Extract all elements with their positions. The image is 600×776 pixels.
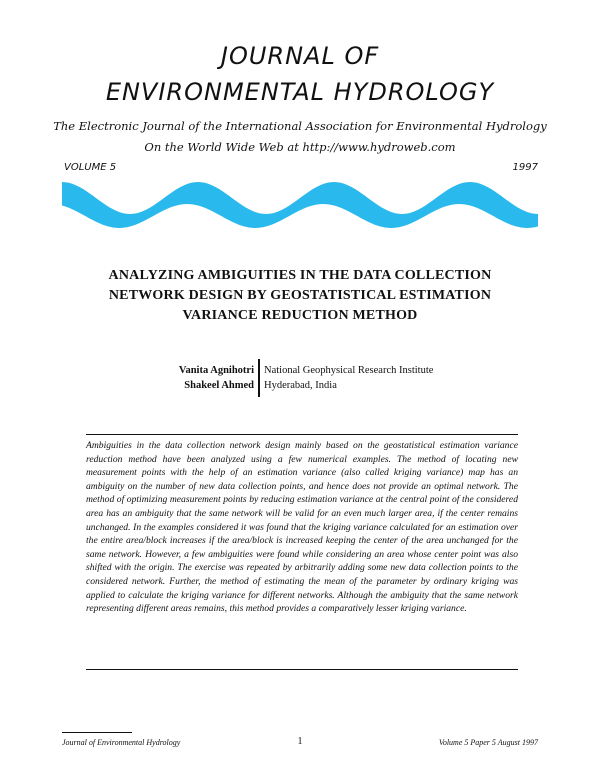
journal-title-line2: ENVIRONMENTAL HYDROLOGY: [105, 78, 495, 106]
author-names: [179, 363, 254, 393]
author-affiliation: [264, 363, 433, 393]
year-label: 1997: [512, 162, 538, 173]
footer-citation: Volume 5 Paper 5 August 1997: [438, 738, 538, 747]
page-number: 1: [297, 736, 303, 747]
abstract-top-rule: [86, 434, 518, 435]
author-name: Shakeel Ahmed: [184, 380, 254, 391]
abstract-text: Ambiguities in the data collection network design mainly based on the geostatistical estimation variance reduction method have been analyzed using a few numerical examples. The method of locating new measurement points with the help of an estimation variance (also called kriging variance) map has an ambiguity on the number of new data collection points, and hence does not provide an optimal network. The method of optimizing measurement points by reducing estimation variance at the central point of the considered area has an ambiguity that the same network will be valid for an even much larger area, if the center remains unchanged. In the examples considered it was found that the kriging variance calculated for an estimation over the entire area/block increases if the area/block is increased keeping the center of the area unchanged for the same network. However, a few ambiguities were found while considering an area whose center point was also shifted with the origin. The exercise was repeated by arbitrarily adding some new data collection points to the considered network. Further, the method of estimating the mean of the parameter by ordinary kriging was applied to calculate the kriging variance for different networks. Although the ambiguity that the same network representing different areas remains, this method provides a comparatively lesser kriging variance.: [86, 440, 518, 615]
footer-journal-name: Journal of Environmental Hydrology: [62, 738, 181, 747]
footer-rule: [62, 732, 132, 733]
wave-shape: [62, 182, 538, 228]
paper-title: [60, 266, 540, 326]
paper-title-line: ANALYZING AMBIGUITIES IN THE DATA COLLECTION: [108, 268, 492, 283]
paper-title-line: NETWORK DESIGN BY GEOSTATISTICAL ESTIMATION: [108, 288, 492, 303]
author-divider: [258, 359, 260, 397]
paper-title-line: VARIANCE REDUCTION METHOD: [182, 308, 418, 323]
affiliation-line: National Geophysical Research Institute: [264, 365, 434, 376]
journal-title-line1: JOURNAL OF: [220, 42, 380, 70]
wave-banner-graphic: [62, 172, 538, 232]
journal-subtitle: The Electronic Journal of the International Association for Environmental Hydrology: [53, 119, 547, 133]
affiliation-line: Hyderabad, India: [264, 380, 337, 391]
journal-web-address: On the World Wide Web at http://www.hydroweb.com: [144, 140, 456, 154]
abstract-bottom-rule: [86, 669, 518, 670]
author-name: Vanita Agnihotri: [178, 365, 254, 376]
volume-label: VOLUME 5: [64, 162, 117, 173]
